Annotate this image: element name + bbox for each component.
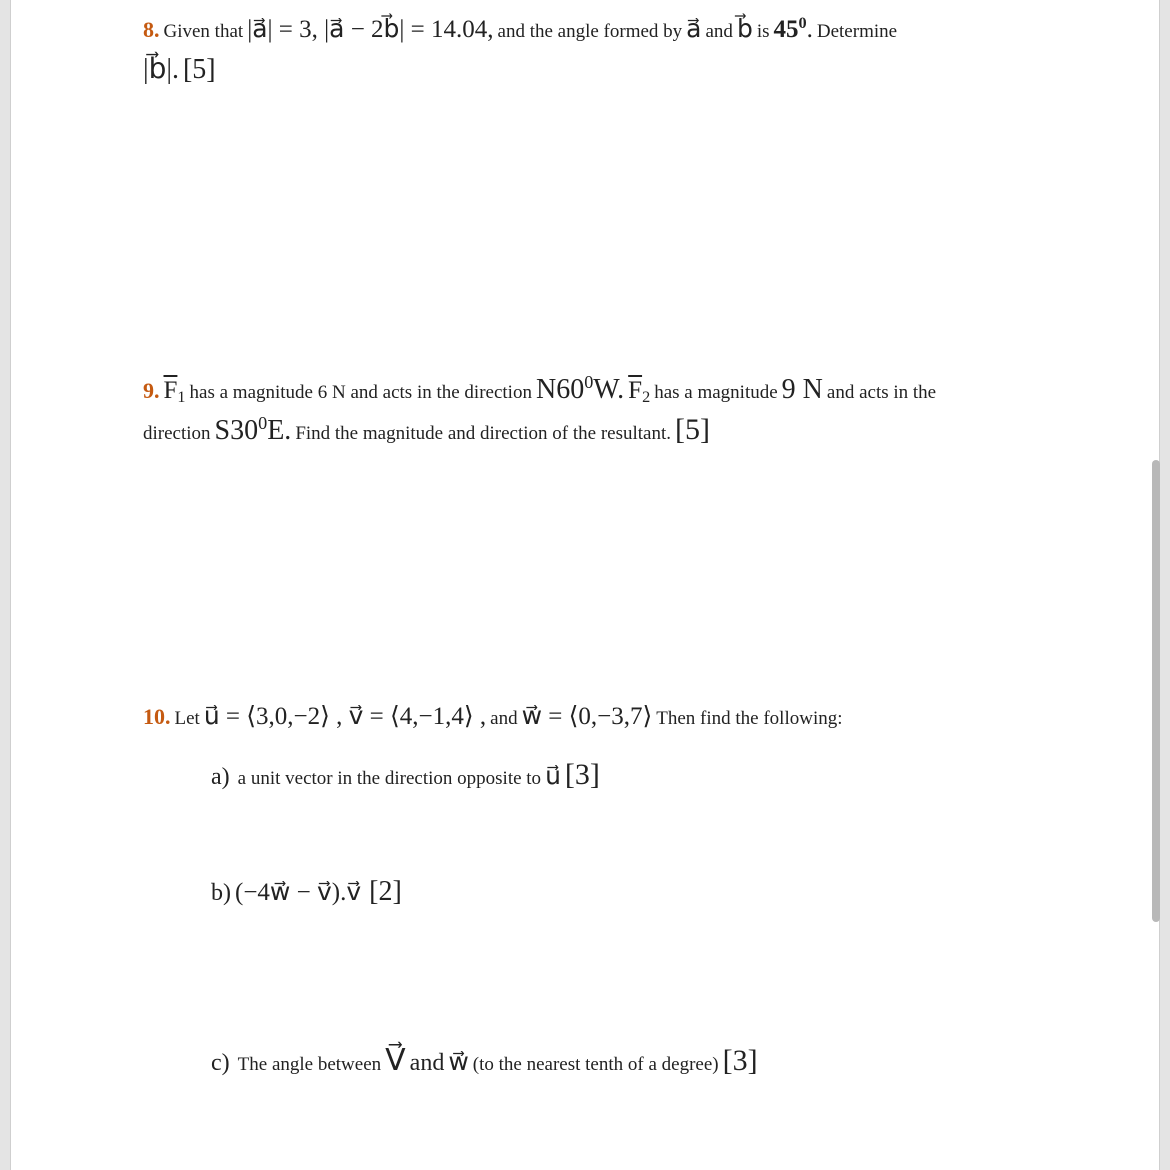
q10b-expression: (−4w⃗ − v⃗).v⃗ xyxy=(235,879,362,906)
q10-and-text: and xyxy=(490,708,518,729)
q8-expression: |a⃗| = 3, |a⃗ − 2b⃗| = 14.04, xyxy=(247,16,494,43)
q8-line-1 xyxy=(143,14,897,44)
q9-f1-vector: $\overline{F}_1$ xyxy=(163,377,186,407)
q10b-marks: [2] xyxy=(369,876,402,907)
vertical-scrollbar-thumb[interactable] xyxy=(1152,460,1160,922)
q9-text-2: has a magnitude xyxy=(654,382,778,403)
q8-determine-text: Determine xyxy=(816,21,898,42)
q10c-marks: [3] xyxy=(722,1044,758,1077)
q10a-marks: [3] xyxy=(564,758,600,791)
q10a-label: a) xyxy=(211,764,230,790)
q9-direction-2: $S30^0E$. xyxy=(214,413,292,446)
q9-direction-1: $N60^0W$. xyxy=(535,372,625,405)
window-left-edge xyxy=(0,0,11,1170)
q9-line-2 xyxy=(143,413,710,447)
q10c-vector-w: w⃗ xyxy=(448,1049,469,1076)
q10-w-definition: w⃗ = ⟨0,−3,7⟩ xyxy=(521,703,653,730)
q9-line-1 xyxy=(143,374,936,406)
q9-magnitude-2: 9 N xyxy=(781,374,823,405)
q8-period: . xyxy=(806,16,813,43)
q10c-label: c) xyxy=(211,1050,230,1076)
q8-angle-value: $45^0$ xyxy=(773,14,807,43)
q8-marks: [5] xyxy=(182,54,216,85)
q10c-text-1: The angle between xyxy=(237,1054,382,1075)
q10c-vector-v: V⃗ xyxy=(385,1044,406,1077)
q9-f2-vector: $\overline{F}_2$ xyxy=(628,377,651,407)
q8-number: 8. xyxy=(143,17,160,42)
q8-b-magnitude: |b⃗|. xyxy=(143,54,179,85)
q8-angle-text: and the angle formed by xyxy=(497,21,683,42)
q9-text-1: has a magnitude 6 N and acts in the direction xyxy=(189,382,532,403)
q9-marks: [5] xyxy=(675,413,710,446)
q8-is-text: is xyxy=(756,21,770,42)
q9-text-3: and acts in the xyxy=(826,382,937,403)
q10b-label: b) xyxy=(211,880,231,906)
q10-uv-definition: u⃗ = ⟨3,0,−2⟩ , v⃗ = ⟨4,−1,4⟩ , xyxy=(203,703,487,730)
q10-number: 10. xyxy=(143,704,171,729)
q9-text-4: Find the magnitude and direction of the resultant. xyxy=(295,423,671,444)
q10c xyxy=(211,1043,758,1078)
q10b xyxy=(211,876,402,908)
q8-given-text: Given that xyxy=(163,21,244,42)
q10a xyxy=(211,758,600,792)
q9-direction-word: direction xyxy=(143,423,211,444)
q10a-vector-u: u⃗ xyxy=(545,763,561,790)
q10-then-text: Then find the following: xyxy=(656,708,843,729)
q10c-text-2: (to the nearest tenth of a degree) xyxy=(472,1054,719,1075)
q8-vector-b: b⃗ xyxy=(736,16,753,43)
q8-line-2 xyxy=(143,52,216,86)
q10-line-1 xyxy=(143,701,843,731)
q8-vector-a: a⃗ xyxy=(686,16,702,43)
q10a-text: a unit vector in the direction opposite to xyxy=(237,768,542,789)
q9-number: 9. xyxy=(143,378,160,403)
document-page xyxy=(11,0,1159,1170)
q8-and-text: and xyxy=(705,21,733,42)
window-right-edge xyxy=(1159,0,1170,1170)
q10-let-text: Let xyxy=(174,708,200,729)
q10c-and-text: and xyxy=(409,1050,445,1076)
